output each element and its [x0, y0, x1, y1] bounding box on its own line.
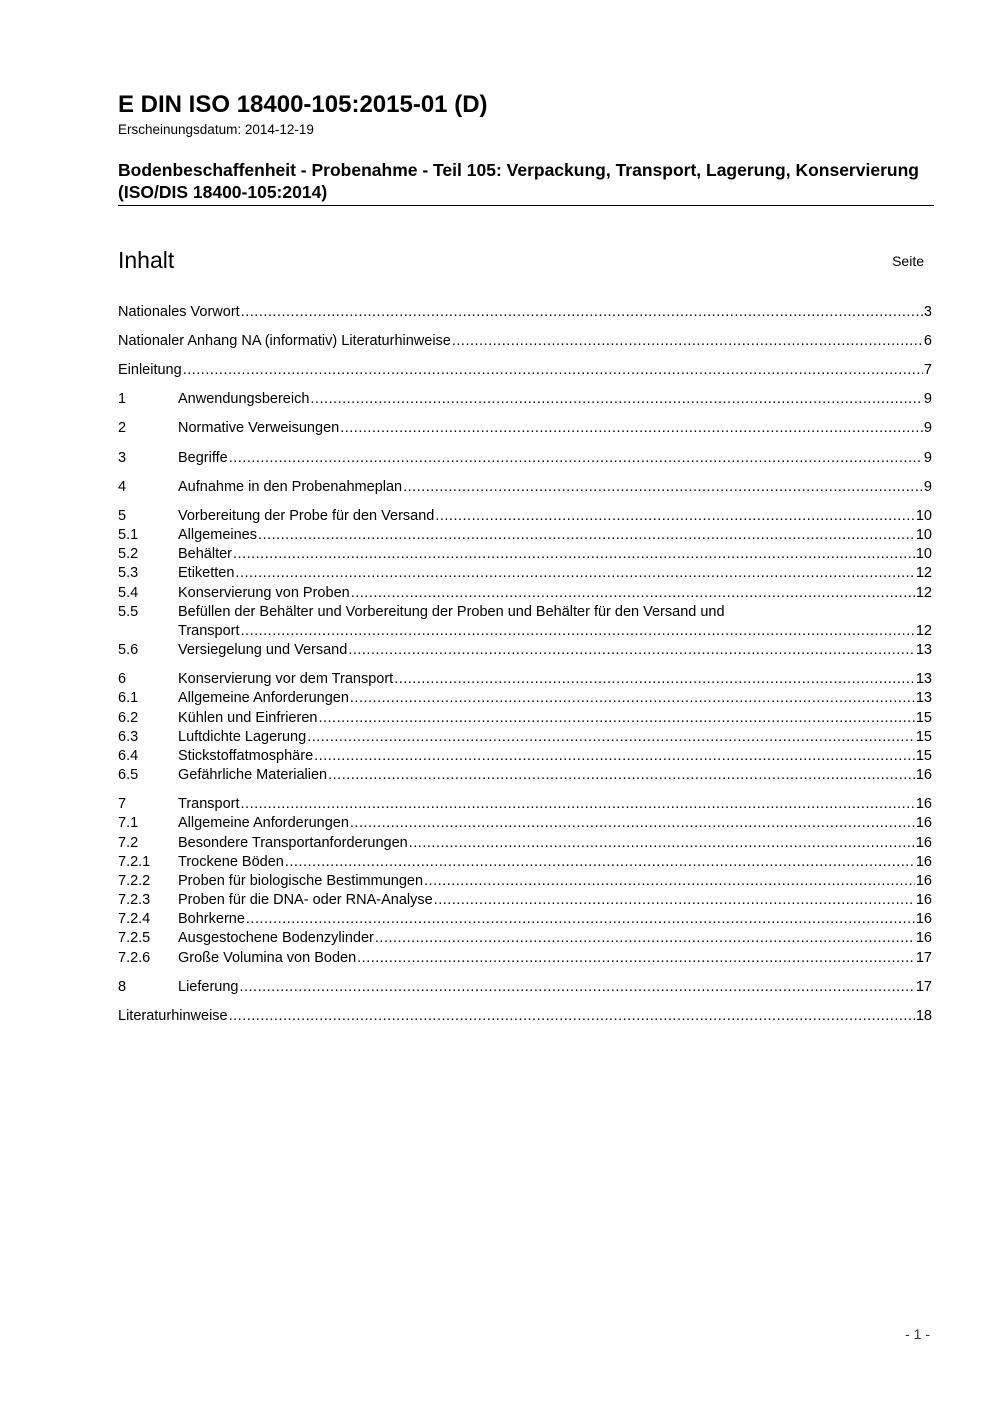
toc-entry[interactable] — [118, 448, 932, 468]
toc-dot-leader — [351, 583, 915, 603]
toc-entry[interactable] — [118, 602, 932, 640]
toc-entry-title: Aufnahme in den Probenahmeplan — [178, 479, 403, 495]
toc-entry[interactable] — [118, 708, 932, 728]
toc-entry-page: 15 — [915, 748, 932, 764]
toc-entry-page: 10 — [915, 546, 932, 562]
toc-heading: Inhalt — [118, 247, 175, 273]
toc-entry-title: Ausgestochene Bodenzylinder — [178, 930, 374, 946]
document-id: E DIN ISO 18400-105:2015-01 (D) — [118, 91, 488, 118]
toc-entry-page: 16 — [915, 767, 932, 783]
toc-entry-number: 5.3 — [118, 565, 139, 581]
toc-dot-leader — [285, 852, 915, 872]
toc-dot-leader — [241, 794, 915, 814]
toc-entry[interactable] — [118, 331, 932, 351]
toc-entry[interactable] — [118, 727, 932, 747]
toc-entry[interactable] — [118, 928, 932, 948]
toc-entry-page: 16 — [915, 854, 932, 870]
toc-entry[interactable] — [118, 1006, 932, 1026]
toc-entry-number: 7.2.2 — [118, 873, 151, 889]
toc-entry-title: Versiegelung und Versand — [178, 642, 348, 658]
toc-entry[interactable] — [118, 640, 932, 660]
toc-entry-title: Besondere Transportanforderungen — [178, 835, 408, 851]
toc-entry[interactable] — [118, 977, 932, 997]
toc-entry-page: 9 — [923, 391, 932, 407]
toc-entry-page: 17 — [915, 979, 932, 995]
toc-entry-page: 3 — [923, 304, 932, 320]
toc-entry-number: 6.2 — [118, 710, 139, 726]
toc-entry-title-first-line: Befüllen der Behälter und Vorbereitung der Proben und Behälter für den Versand und — [178, 604, 725, 620]
toc-entry-title: Proben für biologische Bestimmungen — [178, 873, 424, 889]
toc-entry-title: Transport — [178, 623, 240, 639]
toc-dot-leader — [340, 418, 923, 438]
toc-dot-leader — [318, 708, 914, 728]
toc-entry-number: 5.1 — [118, 527, 139, 543]
toc-entry-number: 7.2.6 — [118, 950, 151, 966]
toc-entry[interactable] — [118, 389, 932, 409]
toc-entry[interactable] — [118, 506, 932, 526]
toc-dot-leader — [229, 1006, 915, 1026]
toc-entry-page: 17 — [915, 950, 932, 966]
toc-entry-number: 7.2 — [118, 835, 139, 851]
toc-entry-page: 18 — [915, 1008, 932, 1024]
toc-entry-title: Nationales Vorwort — [118, 304, 240, 320]
toc-entry-number: 8 — [118, 979, 127, 995]
toc-dot-leader — [403, 477, 923, 497]
toc-dot-leader — [235, 563, 914, 583]
toc-entry-title: Allgemeine Anforderungen — [178, 815, 349, 831]
toc-entry-title: Konservierung von Proben — [178, 585, 350, 601]
toc-dot-leader — [375, 928, 915, 948]
toc-entry[interactable] — [118, 477, 932, 497]
toc-entry-title: Normative Verweisungen — [178, 420, 340, 436]
toc-entry-number: 6 — [118, 671, 127, 687]
toc-entry-title: Vorbereitung der Probe für den Versand — [178, 508, 435, 524]
toc-entry-title: Lieferung — [178, 979, 239, 995]
toc-entry[interactable] — [118, 360, 932, 380]
toc-entry-page: 16 — [915, 911, 932, 927]
toc-entry-number: 7.2.1 — [118, 854, 151, 870]
toc-dot-leader — [233, 544, 915, 564]
toc-entry-number: 5.2 — [118, 546, 139, 562]
toc-entry-title: Einleitung — [118, 362, 182, 378]
toc-entry[interactable] — [118, 563, 932, 583]
toc-entry-page: 13 — [915, 671, 932, 687]
toc-entry-number: 7.1 — [118, 815, 139, 831]
toc-entry-title: Luftdichte Lagerung — [178, 729, 307, 745]
toc-dot-leader — [241, 302, 923, 322]
toc-entry-number: 7.2.3 — [118, 892, 151, 908]
toc-entry[interactable] — [118, 418, 932, 438]
toc-entry[interactable] — [118, 302, 932, 322]
toc-entry-page: 10 — [915, 508, 932, 524]
toc-entry[interactable] — [118, 746, 932, 766]
toc-entry-number: 7.2.4 — [118, 911, 151, 927]
toc-entry[interactable] — [118, 852, 932, 872]
toc-dot-leader — [328, 765, 915, 785]
toc-entry-page: 12 — [915, 585, 932, 601]
toc-entry-title: Begriffe — [178, 450, 228, 466]
toc-entry-title: Große Volumina von Boden — [178, 950, 357, 966]
toc-entry-title: Behälter — [178, 546, 233, 562]
toc-entry-number: 3 — [118, 450, 127, 466]
toc-dot-leader — [314, 746, 915, 766]
toc-dot-leader — [348, 640, 915, 660]
toc-entry[interactable] — [118, 890, 932, 910]
toc-entry-number: 4 — [118, 479, 127, 495]
toc-entry-page: 16 — [915, 815, 932, 831]
toc-entry-number: 5.5 — [118, 604, 139, 620]
toc-dot-leader — [239, 977, 914, 997]
toc-entry-title: Kühlen und Einfrieren — [178, 710, 318, 726]
toc-entry-page: 13 — [915, 690, 932, 706]
toc-entry[interactable] — [118, 669, 932, 689]
toc-entry-number: 7.2.5 — [118, 930, 151, 946]
toc-entry-title: Trockene Böden — [178, 854, 284, 870]
toc-entry-title: Etiketten — [178, 565, 235, 581]
toc-entry-page: 9 — [923, 479, 932, 495]
toc-dot-leader — [183, 360, 923, 380]
toc-entry-page: 16 — [915, 892, 932, 908]
toc-entry[interactable] — [118, 688, 932, 708]
toc-entry-page: 9 — [923, 450, 932, 466]
toc-entry-page: 7 — [923, 362, 932, 378]
toc-entry-page: 16 — [915, 796, 932, 812]
toc-entry-page: 9 — [923, 420, 932, 436]
toc-entry-page: 6 — [923, 333, 932, 349]
toc-dot-leader — [357, 948, 915, 968]
toc-dot-leader — [452, 331, 923, 351]
toc-entry-number: 6.5 — [118, 767, 139, 783]
toc-dot-leader — [246, 909, 915, 929]
toc-dot-leader — [310, 389, 923, 409]
toc-entry-title: Allgemeine Anforderungen — [178, 690, 349, 706]
toc-entry-title: Allgemeines — [178, 527, 257, 543]
toc-entry-page: 15 — [915, 729, 932, 745]
toc-entry-title: Stickstoffatmosphäre — [178, 748, 314, 764]
toc-entry-number: 6.3 — [118, 729, 139, 745]
toc-dot-leader — [409, 833, 915, 853]
issue-date: Erscheinungsdatum: 2014-12-19 — [118, 122, 314, 137]
toc-entry-page: 12 — [915, 565, 932, 581]
toc-entry-title: Nationaler Anhang NA (informativ) Literaturhinweise — [118, 333, 451, 349]
toc-dot-leader — [434, 890, 915, 910]
toc-entry-title: Konservierung vor dem Transport — [178, 671, 394, 687]
toc-entry[interactable] — [118, 909, 932, 929]
toc-entry[interactable] — [118, 813, 932, 833]
toc-dot-leader — [435, 506, 915, 526]
toc-entry-number: 7 — [118, 796, 127, 812]
toc-entry[interactable] — [118, 833, 932, 853]
toc-entry[interactable] — [118, 871, 932, 891]
toc-entry-page: 16 — [915, 873, 932, 889]
toc-entry-number: 1 — [118, 391, 127, 407]
toc-entry[interactable] — [118, 765, 932, 785]
toc-dot-leader — [241, 621, 915, 641]
toc-dot-leader — [229, 448, 923, 468]
toc-entry-number: 5.4 — [118, 585, 139, 601]
toc-dot-leader — [350, 813, 915, 833]
toc-entry[interactable] — [118, 544, 932, 564]
toc-entry-page: 13 — [915, 642, 932, 658]
toc-dot-leader — [350, 688, 915, 708]
toc-entry-page: 15 — [915, 710, 932, 726]
toc-entry-title: Literaturhinweise — [118, 1008, 228, 1024]
toc-entry-page: 16 — [915, 930, 932, 946]
toc-entry[interactable] — [118, 794, 932, 814]
toc-dot-leader — [424, 871, 915, 891]
toc-entry-page: 10 — [915, 527, 932, 543]
toc-entry-title: Transport — [178, 796, 240, 812]
toc-dot-leader — [307, 727, 915, 747]
toc-entry-page: 16 — [915, 835, 932, 851]
toc-entry-number: 5 — [118, 508, 127, 524]
page-number: - 1 - — [905, 1326, 930, 1342]
toc-entry-number: 5.6 — [118, 642, 139, 658]
toc-entry[interactable] — [118, 583, 932, 603]
toc-entry[interactable] — [118, 948, 932, 968]
toc-dot-leader — [258, 525, 915, 545]
toc-entry-number: 2 — [118, 420, 127, 436]
toc-entry-number: 6.1 — [118, 690, 139, 706]
toc-dot-leader — [394, 669, 915, 689]
toc-entry[interactable] — [118, 525, 932, 545]
toc-entry-title: Bohrkerne — [178, 911, 245, 927]
toc-entry-title: Anwendungsbereich — [178, 391, 310, 407]
toc-entry-title: Proben für die DNA- oder RNA-Analyse — [178, 892, 433, 908]
toc-entry-title: Gefährliche Materialien — [178, 767, 328, 783]
document-title: Bodenbeschaffenheit - Probenahme - Teil 105: Verpackung, Transport, Lagerung, Konservierung (ISO/DIS 18400-105:2014) — [118, 159, 934, 206]
toc-page-column-heading: Seite — [892, 253, 924, 269]
toc-entry-number: 6.4 — [118, 748, 139, 764]
toc-entry-page: 12 — [915, 623, 932, 639]
